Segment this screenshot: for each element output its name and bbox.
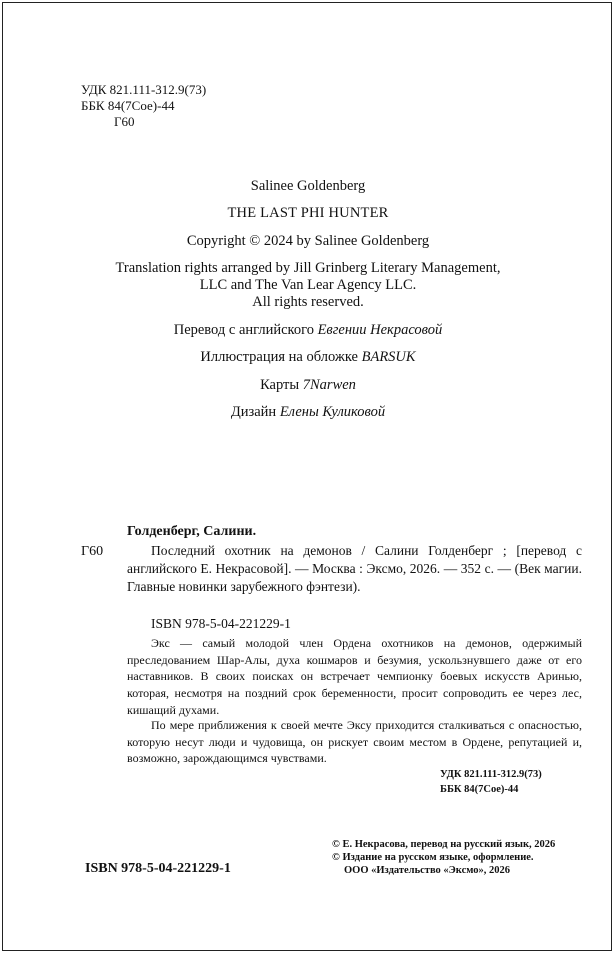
publisher-copyright: ООО «Издательство «Эксмо», 2026	[344, 865, 511, 876]
copyright-line: Copyright © 2024 by Salinee Goldenberg	[186, 233, 430, 249]
catalog-udk: УДК 821.111-312.9(73)	[440, 769, 542, 780]
imprint-page	[2, 2, 612, 951]
rights-line-3: All rights reserved.	[252, 294, 364, 310]
catalog-author-heading: Голденберг, Салини.	[127, 524, 257, 539]
catalog-isbn: ISBN 978-5-04-221229-1	[151, 616, 291, 631]
cover-prefix: Иллюстрация на обложке	[200, 349, 358, 365]
translator-prefix: Перевод с английского	[173, 322, 314, 338]
catalog-code: Г60	[81, 544, 104, 559]
annotation-paragraph-2: По мере приближения к своей мечте Эксу приходится сталкиваться с опасностью, которую несут люди и чудовища, он рискует своим местом в Ордене, репутацией и, возможно, зарождающимся чувствами.	[127, 718, 582, 766]
annotation-paragraph-1: Экс — самый молодой член Ордена охотников на демонов, одержимый преследованием Шар-Алы, духа кошмаров и безумия, ускользнувшего даже от его наставников. В своих поисках он встречает чемпионку боевых искусств Аринью, которая, несмотря на поздний срок беременности, просит сопроводить ее через лес, кишащий духами.	[127, 636, 582, 717]
maps-prefix: Карты	[260, 377, 300, 393]
udk-code: УДК 821.111-312.9(73)	[81, 82, 207, 97]
cover-artist: BARSUK	[361, 349, 416, 365]
edition-copyright: © Издание на русском языке, оформление.	[332, 852, 534, 863]
rights-line-2: LLC and The Van Lear Agency LLC.	[199, 277, 417, 293]
design-prefix: Дизайн	[230, 404, 277, 420]
design-credit	[3, 404, 613, 421]
bbk-code: ББК 84(7Сое)-44	[81, 98, 175, 113]
translator-credit	[3, 322, 613, 339]
catalog-description: Последний охотник на демонов / Салини Голденберг ; [перевод с английского Е. Некрасовой]. — Москва : Эксмо, 2026. — 352 с. — (Век магии. Главные новинки зарубежного фэнтези).	[127, 543, 582, 594]
original-title: THE LAST PHI HUNTER	[227, 205, 389, 221]
rights-line-1: Translation rights arranged by Jill Grinberg Literary Management,	[115, 260, 501, 276]
translator-name: Евгении Некрасовой	[317, 322, 443, 338]
original-author: Salinee Goldenberg	[250, 178, 366, 194]
footer-isbn: ISBN 978-5-04-221229-1	[85, 861, 231, 876]
maps-artist: 7Narwen	[302, 377, 356, 393]
author-sign-code: Г60	[114, 114, 135, 129]
maps-credit	[3, 377, 613, 394]
catalog-bbk: ББК 84(7Сое)-44	[440, 784, 519, 795]
translation-copyright: © Е. Некрасова, перевод на русский язык, 2026	[332, 839, 556, 850]
designer-name: Елены Куликовой	[279, 404, 386, 420]
cover-credit	[3, 349, 613, 366]
